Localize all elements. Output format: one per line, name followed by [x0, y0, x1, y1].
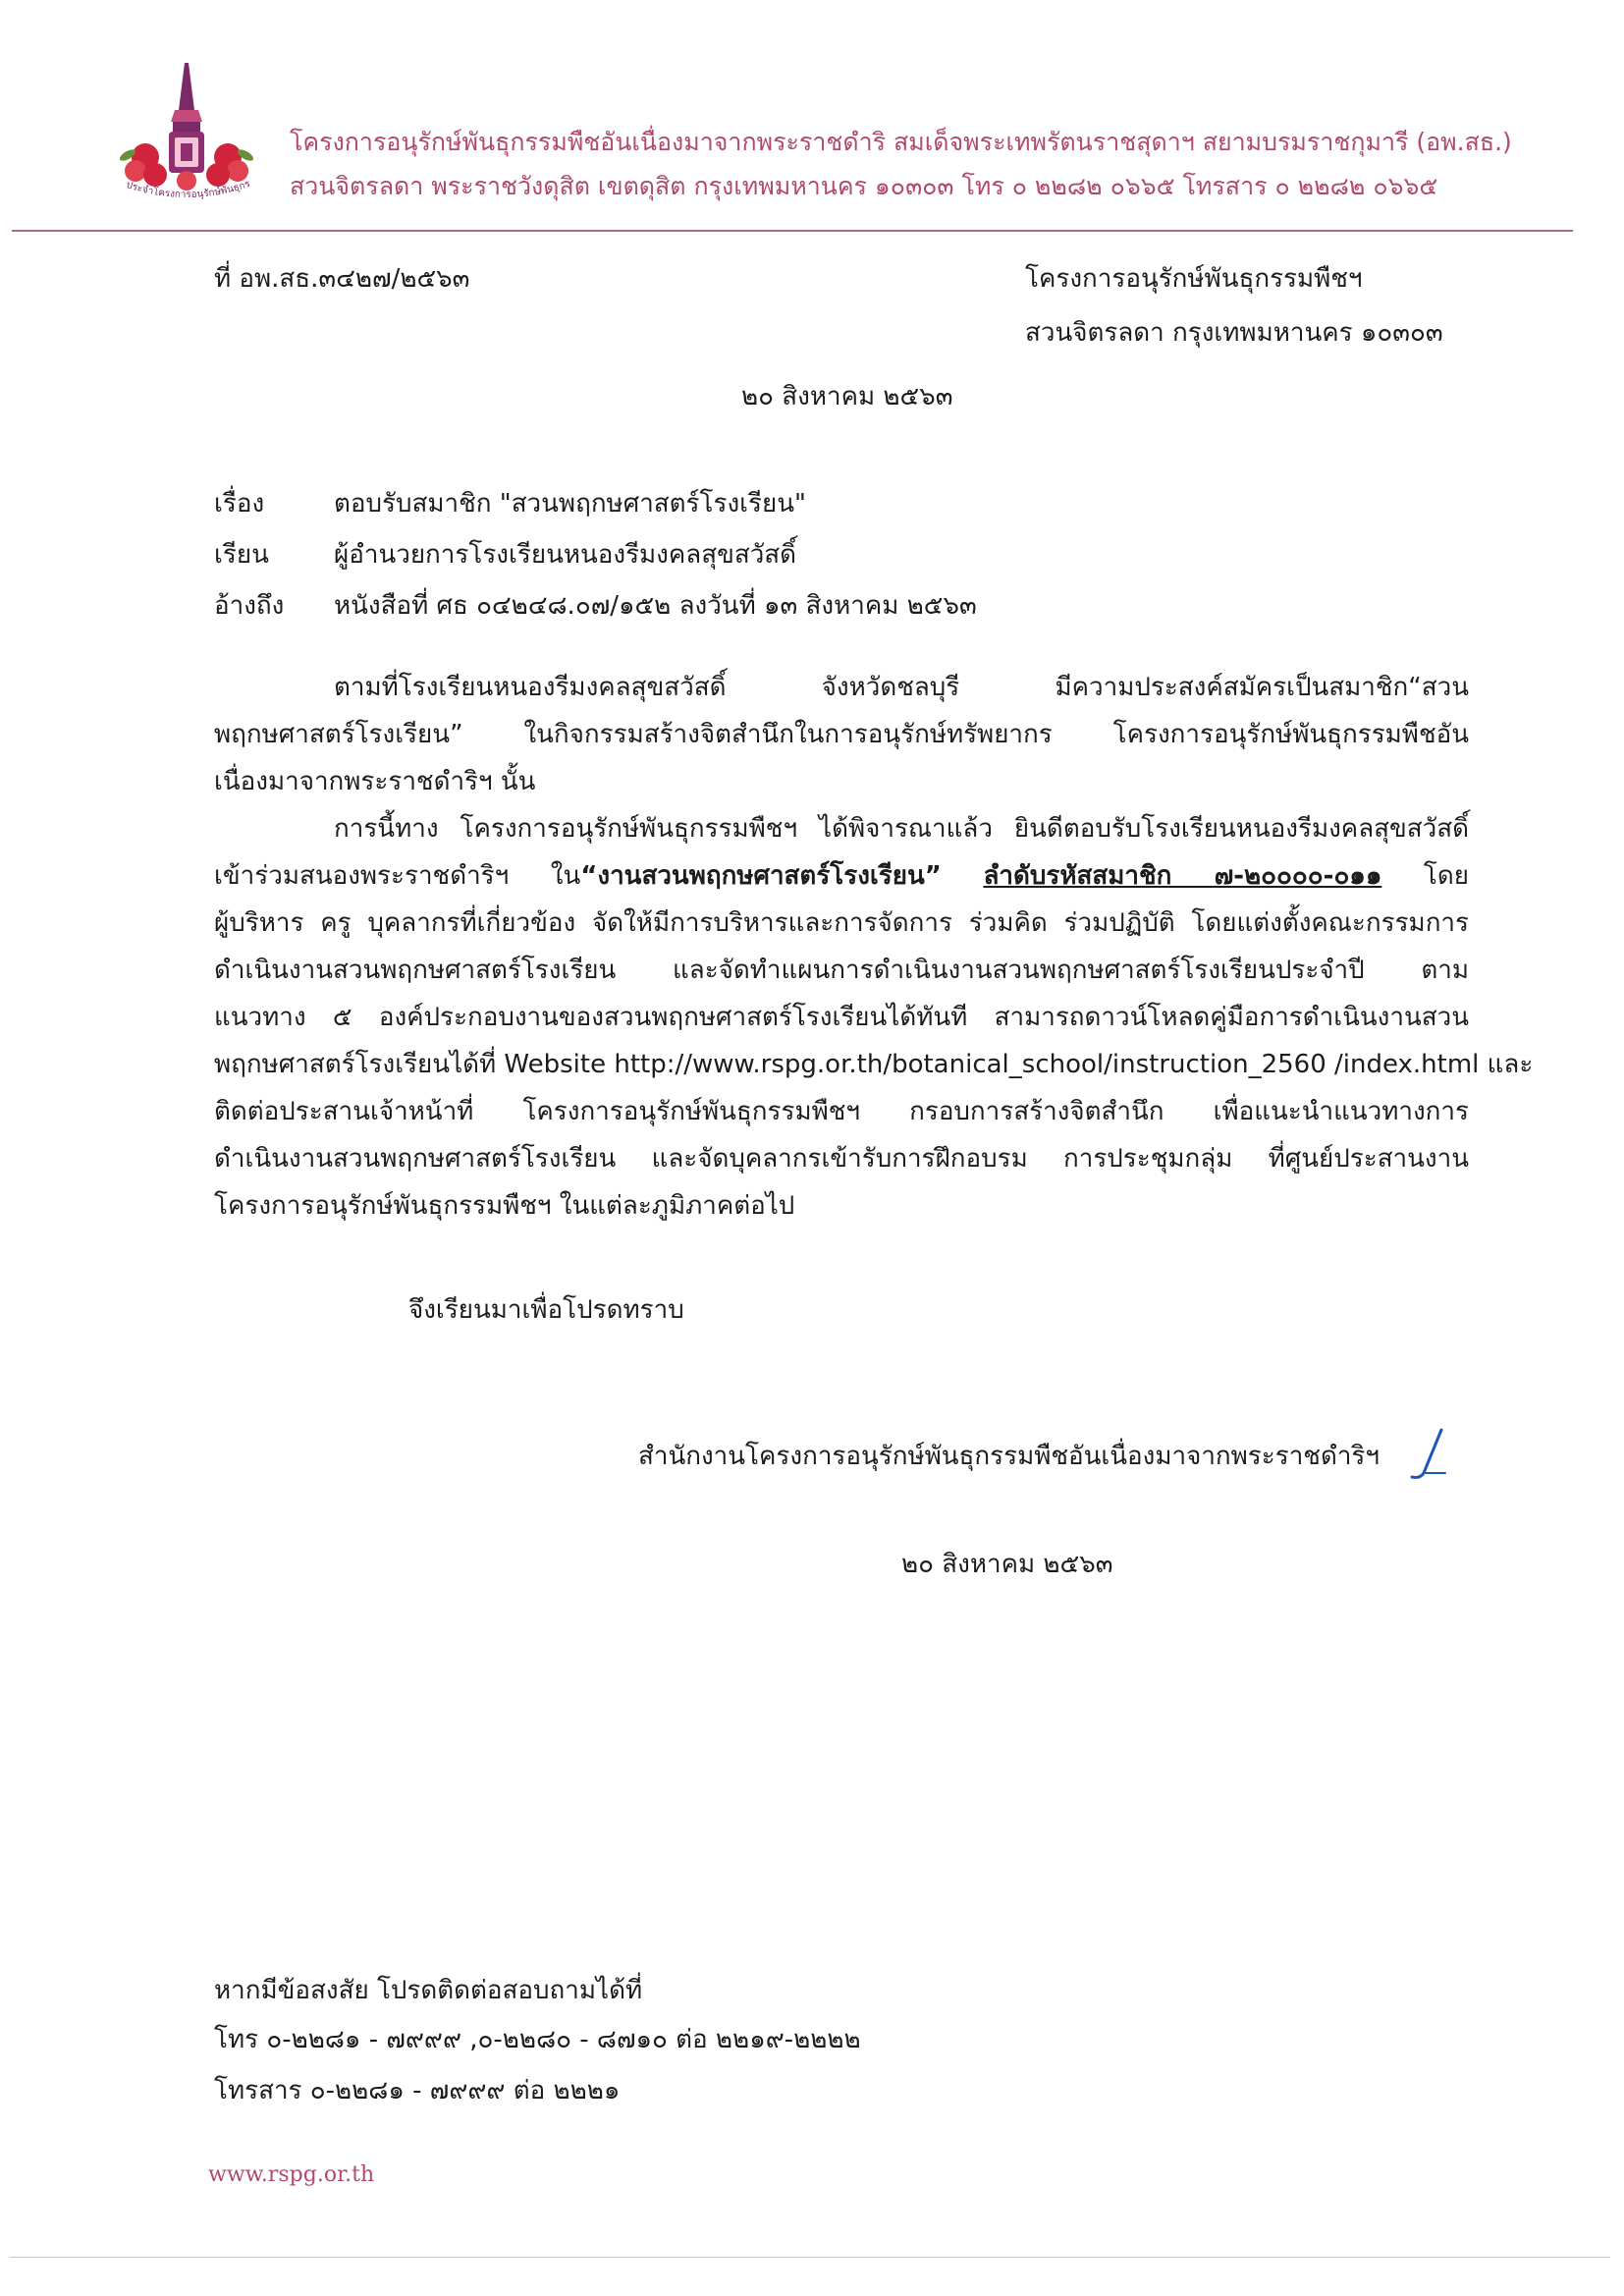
subject-value: ตอบรับสมาชิก "สวนพฤกษศาสตร์โรงเรียน"	[334, 489, 806, 519]
paragraph-line: เนื่องมาจากพระราชดำริฯ นั้น	[214, 767, 536, 796]
program-name-quote: “งานสวนพฤกษศาสตร์โรงเรียน”	[580, 861, 942, 891]
signing-office: สำนักงานโครงการอนุรักษ์พันธุกรรมพืชอันเนื่องมาจากพระราชดำริฯ	[638, 1442, 1380, 1471]
paragraph-line: ติดต่อประสานเจ้าหน้าที่ โครงการอนุรักษ์พันธุกรรมพืชฯ กรอบการสร้างจิตสำนึก เพื่อแนะนำแนวทางการ	[214, 1097, 1469, 1126]
paragraph-text: โดย	[1423, 861, 1469, 891]
reference-label: อ้างถึง	[214, 591, 285, 621]
contact-fax: โทรสาร ๐-๒๒๘๑ - ๗๙๙๙ ต่อ ๒๒๒๑	[214, 2076, 621, 2105]
document-number: ที่ อพ.สธ.๓๔๒๗/๒๕๖๓	[214, 264, 470, 294]
paragraph-line: ดำเนินงานสวนพฤกษศาสตร์โรงเรียน และจัดบุคลากรเข้ารับการฝึกอบรม การประชุมกลุ่ม ที่ศูนย์ประสานงาน	[214, 1144, 1469, 1174]
signature-date: ๒๐ สิงหาคม ๒๕๖๓	[901, 1550, 1113, 1579]
footer-divider	[10, 2257, 1610, 2258]
reference-value: หนังสือที่ ศธ ๐๔๒๔๘.๐๗/๑๕๒ ลงวันที่ ๑๓ สิงหาคม ๒๕๖๓	[334, 591, 977, 621]
paragraph-line-website: พฤกษศาสตร์โรงเรียนได้ที่ Website http://www.rspg.or.th/botanical_school/instruction_2560 /index.html และ	[214, 1050, 1534, 1079]
paragraph-acceptance	[214, 805, 1534, 1230]
paragraph-line: ผู้บริหาร ครู บุคลากรที่เกี่ยวข้อง จัดให้มีการบริหารและการจัดการ ร่วมคิด ร่วมปฏิบัติ โดยแต่งตั้งคณะกรรมการ	[214, 908, 1469, 938]
letterhead-divider	[12, 230, 1573, 232]
sender-name: โครงการอนุรักษ์พันธุกรรมพืชฯ	[1025, 264, 1363, 294]
rspg-logo	[116, 61, 273, 208]
paragraph-intro	[214, 664, 1469, 805]
footer-website-link[interactable]: www.rspg.or.th	[208, 2162, 375, 2187]
sender-address: สวนจิตรลดา กรุงเทพมหานคร ๑๐๓๐๓	[1025, 318, 1443, 348]
paragraph-line: การนี้ทาง โครงการอนุรักษ์พันธุกรรมพืชฯ ได้พิจารณาแล้ว ยินดีตอบรับโรงเรียนหนองรีมงคลสุขสวัสดิ์	[334, 814, 1469, 844]
signature-mark	[1402, 1424, 1451, 1483]
paragraph-line: พฤกษศาสตร์โรงเรียน” ในกิจกรรมสร้างจิตสำนึกในการอนุรักษ์ทรัพยากร โครงการอนุรักษ์พันธุกรรมพืชอัน	[214, 720, 1469, 749]
contact-phone: โทร ๐-๒๒๘๑ - ๗๙๙๙ ,๐-๒๒๘๐ - ๘๗๑๐ ต่อ ๒๒๑๙-๒๒๒๒	[214, 2025, 861, 2054]
recipient-label: เรียน	[214, 540, 269, 570]
document-date: ๒๐ สิงหาคม ๒๕๖๓	[741, 382, 953, 411]
paragraph-line: แนวทาง ๕ องค์ประกอบงานของสวนพฤกษศาสตร์โรงเรียนได้ทันที สามารถดาวน์โหลดคู่มือการดำเนินงานสวน	[214, 1003, 1469, 1032]
paragraph-line: โครงการอนุรักษ์พันธุกรรมพืชฯ ในแต่ละภูมิภาคต่อไป	[214, 1191, 795, 1221]
closing-phrase: จึงเรียนมาเพื่อโปรดทราบ	[408, 1295, 684, 1325]
letterhead-title: โครงการอนุรักษ์พันธุกรรมพืชอันเนื่องมาจากพระราชดำริ สมเด็จพระเทพรัตนราชสุดาฯ สยามบรมราชกุมารี (อพ.สธ.)	[290, 128, 1512, 156]
contact-intro: หากมีข้อสงสัย โปรดติดต่อสอบถามได้ที่	[214, 1976, 643, 2005]
letterhead-address: สวนจิตรลดา พระราชวังดุสิต เขตดุสิต กรุงเทพมหานคร ๑๐๓๐๓ โทร ๐ ๒๒๘๒ ๐๖๖๕ โทรสาร ๐ ๒๒๘๒ ๐๖๖๕	[290, 172, 1438, 200]
paragraph-text: เข้าร่วมสนองพระราชดำริฯ ใน	[214, 861, 581, 891]
paragraph-line-membership	[214, 852, 1469, 900]
svg-text:ประจำโครงการอนุรักษ์พันธุกรรมพ: ประจำโครงการอนุรักษ์พันธุกร	[125, 178, 252, 201]
subject-label: เรื่อง	[214, 489, 265, 519]
paragraph-line: ตามที่โรงเรียนหนองรีมงคลสุขสวัสดิ์ จังหวัดชลบุรี มีความประสงค์สมัครเป็นสมาชิก“สวน	[334, 673, 1469, 702]
member-code: ลำดับรหัสสมาชิก ๗-๒๐๐๐๐-๐๑๑	[983, 861, 1382, 891]
recipient-value: ผู้อำนวยการโรงเรียนหนองรีมงคลสุขสวัสดิ์	[334, 540, 797, 570]
paragraph-line: ดำเนินงานสวนพฤกษศาสตร์โรงเรียน และจัดทำแผนการดำเนินงานสวนพฤกษศาสตร์โรงเรียนประจำปี ตาม	[214, 956, 1469, 985]
